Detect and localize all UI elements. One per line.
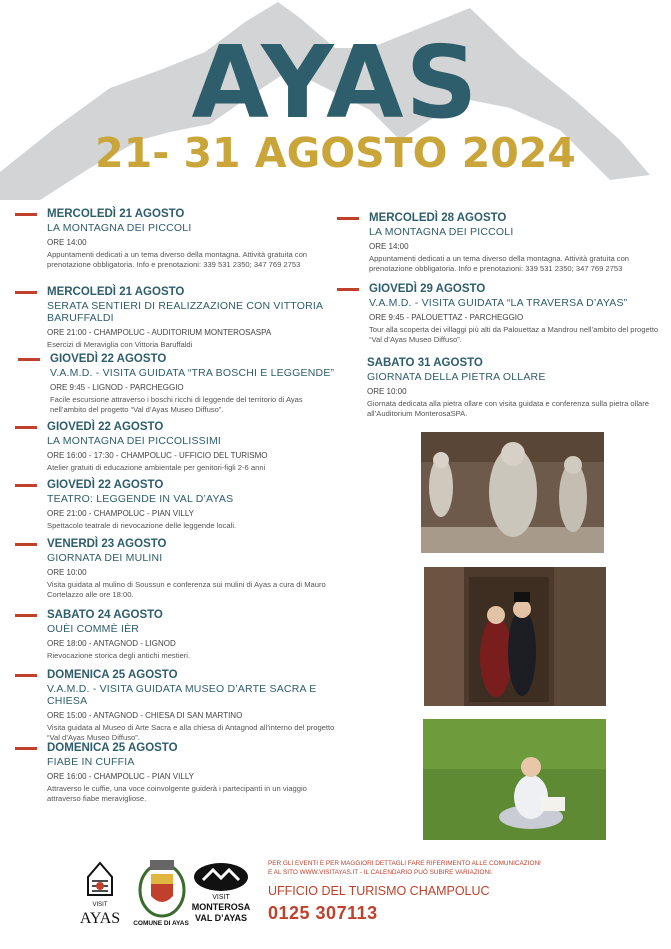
footer-note [268, 860, 568, 877]
accent-bar [15, 213, 37, 216]
event-dates: 21- 31 AGOSTO 2024 [95, 129, 576, 177]
event-item [369, 283, 659, 344]
event-day: MERCOLEDÌ 21 AGOSTO [47, 286, 185, 298]
accent-bar [18, 358, 40, 361]
event-day: DOMENICA 25 AGOSTO [47, 669, 178, 681]
event-day: DOMENICA 25 AGOSTO [47, 742, 178, 754]
accent-bar [15, 484, 37, 487]
event-description: Rievocazione storica degli antichi mestieri. [47, 651, 191, 660]
event-day: VENERDÌ 23 AGOSTO [47, 538, 167, 550]
office-phone: 0125 307113 [268, 903, 378, 923]
event-day: SABATO 31 AGOSTO [367, 357, 483, 369]
event-day: GIOVEDÌ 29 AGOSTO [369, 283, 486, 295]
comune-di-ayas-crest [138, 858, 186, 918]
event-day: MERCOLEDÌ 21 AGOSTO [47, 208, 185, 220]
photo-sculptures [421, 432, 604, 553]
event-item [47, 669, 337, 742]
event-name: OUÈI COMMÈ IÈR [47, 623, 140, 635]
event-name: GIORNATA DELLA PIETRA OLLARE [367, 371, 546, 383]
visit-ayas-logo-small: VISIT [92, 902, 108, 908]
visit-monterosa-name: MONTEROSA [191, 902, 251, 912]
event-name: GIORNATA DEI MULINI [47, 552, 163, 564]
event-item [369, 212, 659, 273]
event-item [47, 538, 337, 599]
event-description: Tour alla scoperta dei villaggi più alti da Palouettaz a Mandrou nell’ambito del progetto “Val d’Ayas Museo Diffuso”. [369, 325, 659, 344]
comune-di-ayas-label: COMUNE DI AYAS [133, 920, 189, 927]
event-time: ORE 18:00 - ANTAGNOD - LIGNOD [47, 639, 176, 648]
event-name: SERATA SENTIERI DI REALIZZAZIONE CON VITTORIA BARUFFALDI [47, 300, 323, 324]
event-item [47, 421, 337, 473]
visit-monterosa-visit: VISIT [212, 894, 230, 901]
event-description: Giornata dedicata alla pietra ollare con visita guidata e conferenza sulla pietra ollare all’Auditorium MonterosaSPA. [367, 399, 649, 418]
event-item [47, 742, 337, 803]
event-name: FIABE IN CUFFIA [47, 756, 135, 768]
visit-ayas-logo [80, 859, 120, 899]
accent-bar [15, 614, 37, 617]
event-item [47, 208, 337, 269]
visit-monterosa-valley: VAL D’AYAS [194, 913, 248, 923]
accent-bar [15, 747, 37, 750]
accent-bar [15, 674, 37, 677]
visit-ayas-logo-text: AYAS [79, 910, 121, 927]
photo-children [424, 567, 606, 706]
accent-bar [337, 217, 359, 220]
accent-bar [15, 291, 37, 294]
footer-note-line-2: E AL SITO WWW.VISITAYAS.IT - IL CALENDARIO PUÒ SUBIRE VARIAZIONI. [268, 868, 493, 876]
event-day: MERCOLEDÌ 28 AGOSTO [369, 212, 507, 224]
event-description: Atelier gratuiti di educazione ambientale per genitori-figli 2-6 anni [47, 463, 266, 472]
event-description: Visita guidata al Museo di Arte Sacra e alla chiesa di Antagnod all’interno del progetto “Val d’Ayas Museo Diffuso”. [47, 723, 335, 742]
event-name: V.A.M.D. - VISITA GUIDATA MUSEO D’ARTE SACRA E CHIESA [47, 683, 317, 707]
event-name: LA MONTAGNA DEI PICCOLI [47, 222, 192, 234]
event-time: ORE 10:00 [367, 387, 407, 396]
event-time: ORE 15:00 - ANTAGNOD - CHIESA DI SAN MARTINO [47, 711, 243, 720]
event-day: GIOVEDÌ 22 AGOSTO [47, 479, 164, 491]
event-description: Facile escursione attraverso i boschi ricchi di leggende del territorio di Ayas nell’ambito del progetto “Val d’Ayas Museo Diffuso”. [50, 395, 303, 414]
event-name: V.A.M.D. - VISITA GUIDATA “TRA BOSCHI E LEGGENDE” [50, 367, 335, 379]
event-description: Appuntamenti dedicati a un tema diverso della montagna. Attività gratuita con prenotazione obbligatoria. Info e prenotazioni: 339 531 2350; 347 769 2753 [369, 254, 630, 273]
tourism-office: UFFICIO DEL TURISMO CHAMPOLUC [268, 884, 490, 898]
footer-note-line-1: PER GLI EVENTI E PER MAGGIORI DETTAGLI FARE RIFERIMENTO ALLE COMUNICAZIONI [268, 860, 541, 867]
event-item [47, 286, 337, 350]
event-name: TEATRO: LEGGENDE IN VAL D’AYAS [47, 493, 234, 505]
event-time: ORE 21:00 - CHAMPOLUC - AUDITORIUM MONTEROSASPA [47, 328, 272, 337]
event-time: ORE 9:45 - LIGNOD - PARCHEGGIO [50, 383, 184, 392]
event-time: ORE 16:00 - CHAMPOLUC - PIAN VILLY [47, 772, 195, 781]
event-description: Appuntamenti dedicati a un tema diverso della montagna. Attività gratuita con prenotazione obbligatoria. Info e prenotazioni: 339 531 2350; 347 769 2753 [47, 250, 308, 269]
photo-girl-headphones [423, 719, 606, 840]
accent-bar [15, 426, 37, 429]
event-day: GIOVEDÌ 22 AGOSTO [50, 353, 167, 365]
event-time: ORE 10:00 [47, 568, 87, 577]
event-time: ORE 16:00 - 17:30 - CHAMPOLUC - UFFICIO DEL TURISMO [47, 451, 268, 460]
event-time: ORE 21:00 - CHAMPOLUC - PIAN VILLY [47, 509, 195, 518]
accent-bar [15, 543, 37, 546]
event-item [47, 479, 337, 531]
event-name: LA MONTAGNA DEI PICCOLISSIMI [47, 435, 222, 447]
visit-monterosa-logo [193, 862, 249, 892]
event-time: ORE 9:45 - PALOUETTAZ - PARCHEGGIO [369, 313, 524, 322]
event-name: V.A.M.D. - VISITA GUIDATA “LA TRAVERSA D’AYAS” [369, 297, 628, 309]
event-time: ORE 14:00 [369, 242, 409, 251]
event-description: Esercizi di Meraviglia con Vittoria Baruffaldi [47, 340, 193, 349]
event-item [47, 609, 337, 661]
page-title: AYAS [191, 24, 480, 141]
event-item [50, 353, 340, 414]
event-description: Attraverso le cuffie, una voce coinvolgente guiderà i partecipanti in un viaggio attraverso fiabe meravigliose. [47, 784, 307, 803]
event-name: LA MONTAGNA DEI PICCOLI [369, 226, 514, 238]
event-time: ORE 14:00 [47, 238, 87, 247]
event-description: Visita guidata al mulino di Soussun e conferenza sui mulini di Ayas a cura di Mauro Cortelazzo alle ore 18:00. [47, 580, 326, 599]
accent-bar [337, 288, 359, 291]
event-day: SABATO 24 AGOSTO [47, 609, 163, 621]
event-item [367, 357, 657, 418]
event-description: Spettacolo teatrale di rievocazione delle leggende locali. [47, 521, 237, 530]
event-day: GIOVEDÌ 22 AGOSTO [47, 421, 164, 433]
